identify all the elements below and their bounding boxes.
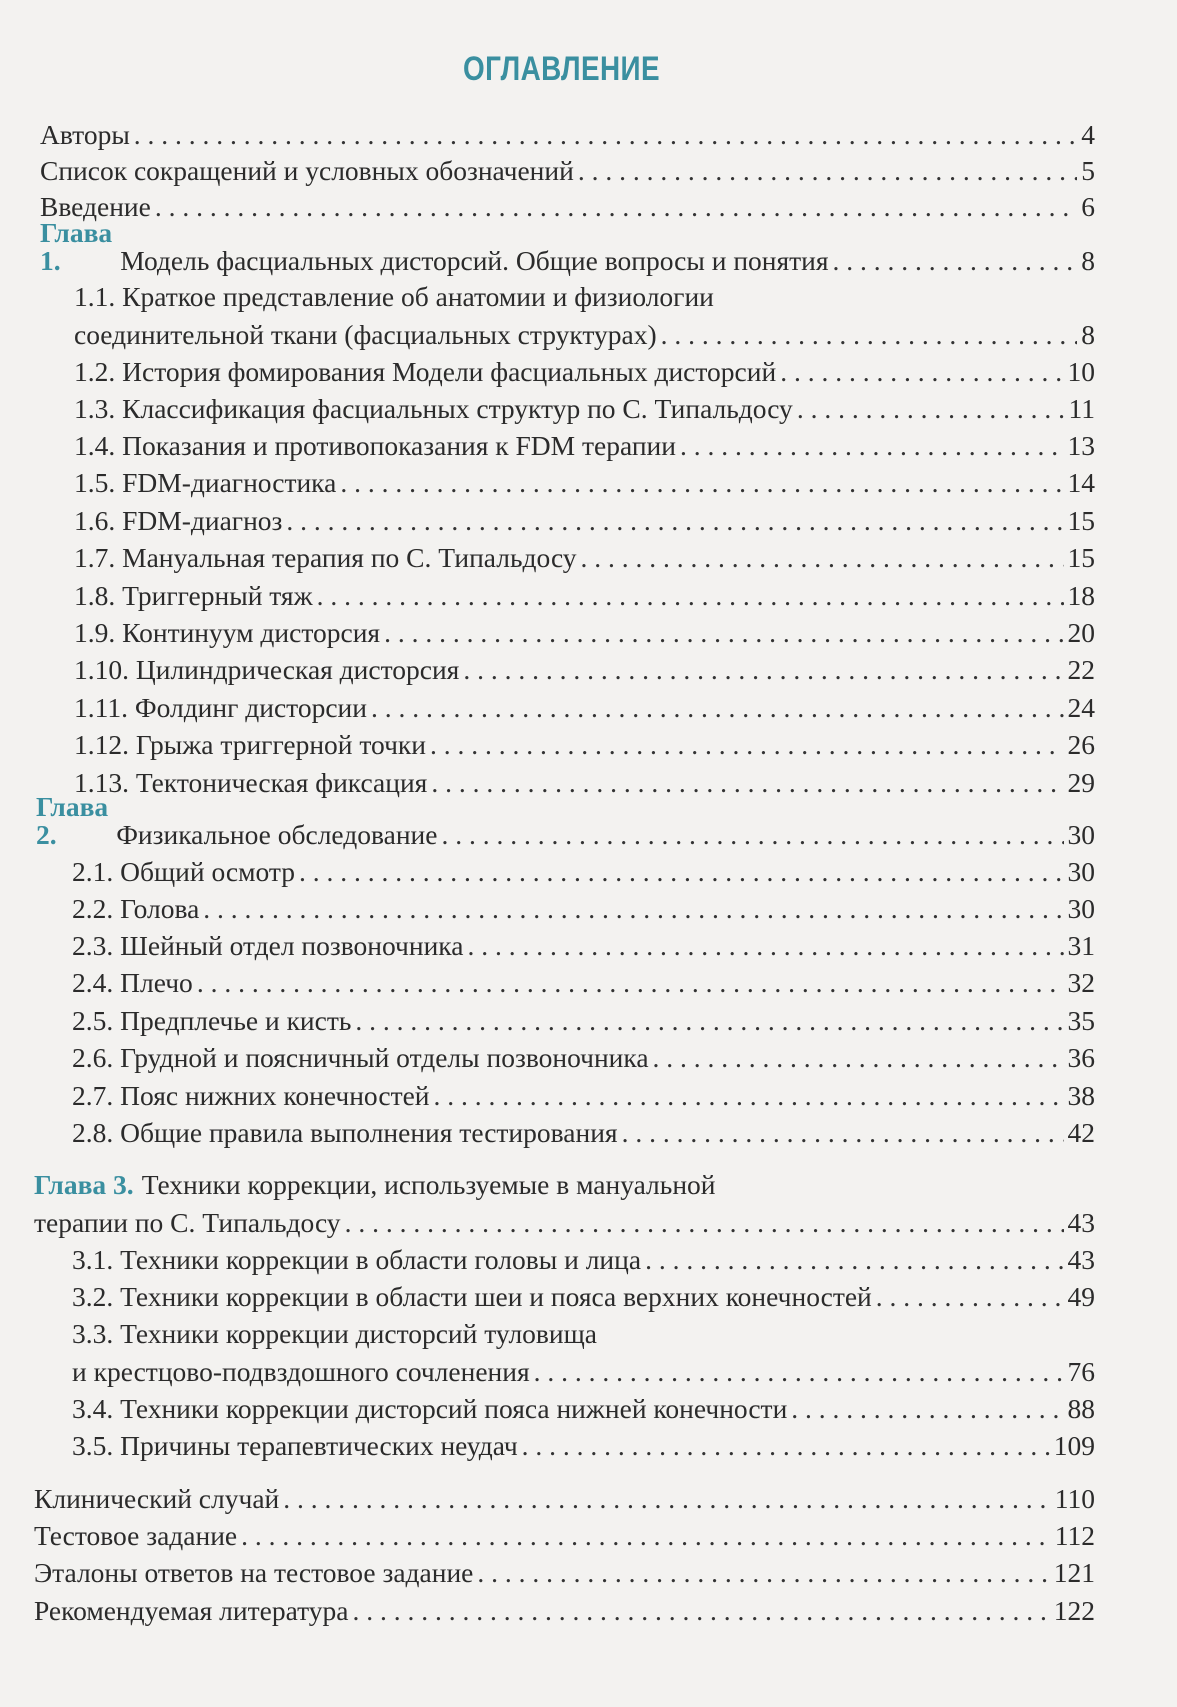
toc-entry-page: 43	[1067, 1243, 1095, 1275]
dot-leader	[578, 157, 1077, 185]
toc-chapter-1[interactable]	[40, 217, 1095, 276]
dot-leader	[441, 821, 1063, 849]
toc-entry-literature[interactable]	[34, 1586, 1095, 1624]
toc-entry-label: 1.10. Цилиндрическая дисторсия	[74, 653, 460, 685]
toc-entry-page: 30	[1067, 855, 1095, 887]
toc-entry-page: 88	[1067, 1392, 1095, 1424]
toc-entry-page: 76	[1067, 1355, 1095, 1387]
toc-entry-1-6[interactable]	[74, 496, 1095, 534]
toc-entry-label: 1.11. Фолдинг дисторсии	[74, 691, 367, 723]
toc-entry-page: 30	[1067, 892, 1095, 924]
dot-leader	[434, 1082, 1064, 1110]
dot-leader	[352, 1597, 1049, 1625]
toc-entry-label: Эталоны ответов на тестовое задание	[34, 1556, 474, 1588]
dot-leader	[355, 1007, 1063, 1035]
toc-entry-2-2[interactable]	[72, 884, 1095, 922]
toc-entry-2-6[interactable]	[72, 1033, 1095, 1071]
toc-entry-label: 2.7. Пояс нижних конечностей	[72, 1079, 430, 1111]
dot-leader	[283, 1485, 1051, 1513]
dot-leader	[522, 1432, 1050, 1460]
dot-leader	[384, 619, 1063, 647]
toc-entry-1-11[interactable]	[74, 683, 1095, 721]
toc-entry-page: 22	[1067, 653, 1095, 685]
toc-entry-2-3[interactable]	[72, 921, 1095, 959]
toc-entry-page: 15	[1067, 541, 1095, 573]
toc-entry-page: 29	[1067, 766, 1095, 798]
dot-leader	[653, 1044, 1064, 1072]
toc-entry-label: Введение	[40, 190, 151, 222]
toc-entry-page: 8	[1081, 318, 1095, 350]
dot-leader	[876, 1283, 1064, 1311]
toc-chapter-2[interactable]	[36, 791, 1095, 850]
toc-entry-label: Авторы	[40, 118, 130, 150]
toc-entry-page: 5	[1081, 154, 1095, 186]
toc-entry-label: Физикальное обследование	[116, 818, 438, 850]
dot-leader	[463, 656, 1063, 684]
toc-entry-label: 1.7. Мануальная терапия по С. Типальдосу	[74, 541, 577, 573]
toc-entry-label: 2.3. Шейный отдел позвоночника	[72, 929, 464, 961]
toc-entry-1-13[interactable]	[74, 758, 1095, 796]
dot-leader	[317, 582, 1064, 610]
toc-entry-page: 122	[1053, 1594, 1095, 1626]
dot-leader	[645, 1246, 1063, 1274]
toc-entry-1-10[interactable]	[74, 645, 1095, 683]
toc-entry-page: 24	[1067, 691, 1095, 723]
toc-entry-page: 36	[1067, 1041, 1095, 1073]
dot-leader	[134, 121, 1077, 149]
toc-entry-3-2[interactable]	[72, 1272, 1095, 1310]
toc-entry-introduction[interactable]	[40, 182, 1095, 220]
dot-leader	[833, 247, 1078, 275]
toc-entry-label: 1.9. Континуум дисторсия	[74, 616, 381, 648]
toc-entry-test[interactable]	[34, 1511, 1095, 1549]
toc-entry-1-3[interactable]	[74, 384, 1095, 422]
toc-entry-1-9[interactable]	[74, 608, 1095, 646]
toc-entry-label: 2.6. Грудной и поясничный отделы позвоночника	[72, 1041, 649, 1073]
toc-entry-label: 1.13. Тектоническая фиксация	[74, 766, 428, 798]
toc-entry-page: 8	[1081, 244, 1095, 276]
dot-leader	[371, 694, 1064, 722]
toc-entry-page: 26	[1067, 728, 1095, 760]
toc-entry-page: 20	[1067, 616, 1095, 648]
toc-entry-answers[interactable]	[34, 1548, 1095, 1586]
toc-entry-page: 112	[1054, 1519, 1095, 1551]
dot-leader	[340, 469, 1063, 497]
toc-entry-label: Модель фасциальных дисторсий. Общие вопросы и понятия	[120, 244, 829, 276]
toc-entry-1-8[interactable]	[74, 571, 1095, 609]
toc-entry-1-5[interactable]	[74, 458, 1095, 496]
toc-entry-label: 2.4. Плечо	[72, 966, 193, 998]
chapter-number: Глава 2.	[36, 791, 109, 850]
toc-entry-3-5[interactable]	[72, 1421, 1095, 1459]
dot-leader	[661, 321, 1078, 349]
toc-entry-page: 121	[1053, 1556, 1095, 1588]
toc-entry-1-12[interactable]	[74, 720, 1095, 758]
toc-entry-page: 13	[1067, 429, 1095, 461]
toc-entry-label: 3.5. Причины терапевтических неудач	[72, 1429, 518, 1461]
toc-entry-label-line1: 1.1. Краткое представление об анатомии и физиологии	[74, 280, 714, 312]
toc-entry-label-line1: 3.3. Техники коррекции дисторсий туловища	[72, 1317, 597, 1349]
toc-entry-3-4[interactable]	[72, 1384, 1095, 1422]
toc-entry-1-7[interactable]	[74, 533, 1095, 571]
toc-entry-label: Тестовое задание	[34, 1519, 238, 1551]
dot-leader	[581, 544, 1064, 572]
toc-entry-label: 1.5. FDM-диагностика	[74, 466, 337, 498]
toc-entry-page: 14	[1067, 466, 1095, 498]
chapter-number: Глава 1.	[40, 217, 113, 276]
dot-leader	[477, 1559, 1049, 1587]
toc-entry-label: 3.2. Техники коррекции в области шеи и пояса верхних конечностей	[72, 1280, 872, 1312]
dot-leader	[680, 432, 1064, 460]
toc-entry-label: соединительной ткани (фасциальных структурах)	[74, 318, 657, 350]
toc-entry-label: 1.8. Триггерный тяж	[74, 579, 313, 611]
toc-entry-2-1[interactable]	[72, 847, 1095, 885]
toc-chapter-3[interactable]	[34, 1160, 1095, 1236]
toc-entry-page: 11	[1068, 392, 1095, 424]
dot-leader	[622, 1119, 1064, 1147]
toc-entry-2-8[interactable]	[72, 1108, 1095, 1146]
dot-leader	[203, 895, 1063, 923]
toc-entry-label: 1.3. Классификация фасциальных структур по С. Типальдосу	[74, 392, 793, 424]
toc-entry-1-4[interactable]	[74, 421, 1095, 459]
page-title: ОГЛАВЛЕНИЕ	[463, 50, 660, 88]
toc-entry-page: 35	[1067, 1004, 1095, 1036]
toc-entry-abbreviations[interactable]	[40, 146, 1095, 184]
toc-entry-page: 15	[1067, 504, 1095, 536]
toc-entry-label: 2.1. Общий осмотр	[72, 855, 295, 887]
toc-entry-clinical-case[interactable]	[34, 1474, 1095, 1512]
toc-entry-label-line1: Техники коррекции, используемые в мануальной	[141, 1168, 716, 1200]
toc-entry-authors[interactable]	[40, 110, 1095, 148]
toc-entry-page: 6	[1081, 190, 1095, 222]
dot-leader	[286, 507, 1063, 535]
dot-leader	[197, 969, 1064, 997]
toc-entry-page: 38	[1067, 1079, 1095, 1111]
toc-entry-label: 2.8. Общие правила выполнения тестирования	[72, 1116, 618, 1148]
toc-entry-label: 2.2. Голова	[72, 892, 200, 924]
toc-entry-3-1[interactable]	[72, 1235, 1095, 1273]
toc-entry-page: 30	[1067, 818, 1095, 850]
toc-entry-3-3[interactable]	[72, 1309, 1095, 1385]
toc-entry-label: терапии по С. Типальдосу	[34, 1206, 341, 1238]
toc-entry-label: 3.1. Техники коррекции в области головы и лица	[72, 1243, 642, 1275]
toc-entry-page: 31	[1067, 929, 1095, 961]
toc-entry-page: 49	[1067, 1280, 1095, 1312]
dot-leader	[430, 731, 1064, 759]
toc-entry-page: 32	[1067, 966, 1095, 998]
toc-entry-label: и крестцово-подвздошного сочленения	[72, 1355, 530, 1387]
dot-leader	[467, 932, 1063, 960]
toc-entry-label: 2.5. Предплечье и кисть	[72, 1004, 352, 1036]
toc-entry-page: 42	[1067, 1116, 1095, 1148]
dot-leader	[534, 1358, 1064, 1386]
dot-leader	[155, 193, 1077, 221]
toc-entry-label: 1.4. Показания и противопоказания к FDM терапии	[74, 429, 676, 461]
dot-leader	[797, 395, 1065, 423]
toc-entry-label: 1.2. История фомирования Модели фасциальных дисторсий	[74, 355, 777, 387]
toc-entry-2-4[interactable]	[72, 958, 1095, 996]
toc-entry-label: 1.6. FDM-диагноз	[74, 504, 283, 536]
dot-leader	[345, 1209, 1064, 1237]
toc-entry-1-2[interactable]	[74, 347, 1095, 385]
toc-entry-1-1[interactable]	[74, 272, 1095, 348]
toc-entry-label: Список сокращений и условных обозначений	[40, 154, 574, 186]
toc-entry-label: Клинический случай	[34, 1482, 280, 1514]
dot-leader	[431, 769, 1063, 797]
dot-leader	[299, 858, 1064, 886]
toc-entry-2-5[interactable]	[72, 996, 1095, 1034]
chapter-number: Глава 3.	[34, 1168, 134, 1200]
toc-entry-label: 3.4. Техники коррекции дисторсий пояса нижней конечности	[72, 1392, 788, 1424]
toc-entry-page: 43	[1067, 1206, 1095, 1238]
toc-entry-page: 109	[1053, 1429, 1095, 1461]
dot-leader	[241, 1522, 1051, 1550]
toc-entry-page: 110	[1054, 1482, 1095, 1514]
toc-entry-page: 18	[1067, 579, 1095, 611]
toc-entry-2-7[interactable]	[72, 1071, 1095, 1109]
toc-entry-label: Рекомендуемая литература	[34, 1594, 349, 1626]
dot-leader	[780, 358, 1063, 386]
toc-entry-label: 1.12. Грыжа триггерной точки	[74, 728, 426, 760]
dot-leader	[791, 1395, 1063, 1423]
toc-entry-page: 10	[1067, 355, 1095, 387]
toc-entry-page: 4	[1081, 118, 1095, 150]
